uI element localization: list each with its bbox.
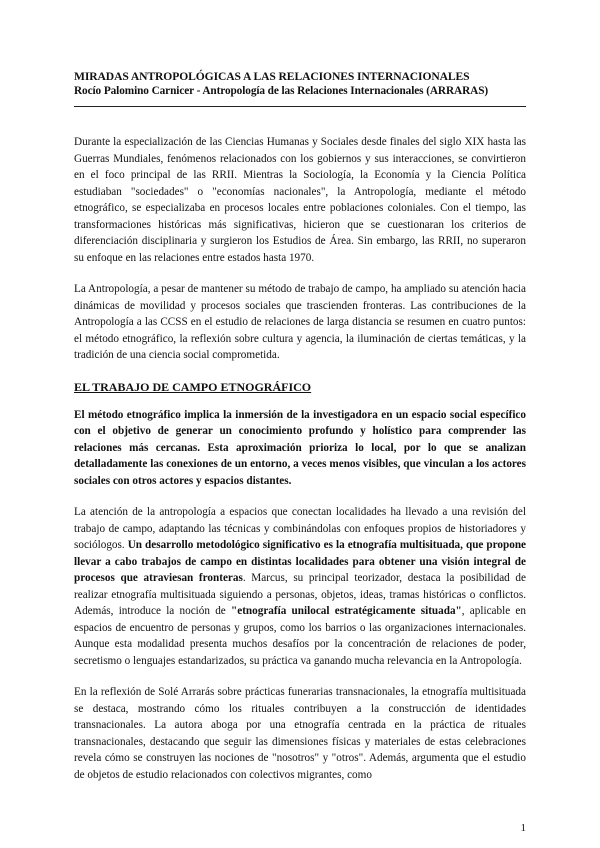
document-subtitle: Rocío Palomino Carnicer - Antropología de las Relaciones Internacionales (ARRARAS)	[74, 85, 489, 97]
header-divider	[74, 106, 526, 107]
paragraph-ethnographic-method-text: El método etnográfico implica la inmersión de la investigadora en un espacio social específico con el objetivo de generar un conocimiento profundo y holístico para comprender las relaciones más cercanas. Esta aproximación prioriza lo local, por lo que se analizan detalladamente las conexiones de un entorno, a veces menos visibles, que vinculan a los actores sociales con otros actores y espacios distantes.	[74, 408, 526, 487]
section-heading: EL TRABAJO DE CAMPO ETNOGRÁFICO	[74, 379, 312, 394]
document-title: MIRADAS ANTROPOLÓGICAS A LAS RELACIONES INTERNACIONALES	[74, 70, 470, 83]
paragraph-sole-arraras: En la reflexión de Solé Arrarás sobre prácticas funerarias transnacionales, la etnografía multisituada se destaca, mostrando cómo los rituales contribuyen a la construcción de identidades transnacionales. La autora aboga por una etnografía centrada en la práctica de rituales transnacionales, destacando que seguir las dimensiones físicas y materiales de estas celebraciones revela cómo se construyen las nociones de "nosotros" y "otros". Además, argumenta que el estudio de objetos de estudio relacionados con colectivos migrantes, como	[74, 686, 526, 781]
paragraph-ethnographic-method	[74, 407, 526, 490]
paragraph-anthropology: La Antropología, a pesar de mantener su método de trabajo de campo, ha ampliado su atención hacia dinámicas de movilidad y procesos sociales que trascienden fronteras. Las contribuciones de la Antropología a las CCSS en el estudio de relaciones de larga distancia se resumen en cuatro puntos: el método etnográfico, la reflexión sobre cultura y agencia, la iluminación de ciertas temáticas, y la tradición de una ciencia social comprometida.	[74, 283, 526, 361]
paragraph-multisited-part-e: , aplicable en espacios de encuentro de personas y grupos, como los barrios o las organizaciones internacionales. Aunque esta modalidad presenta muchos desafíos por la concentración de relaciones de poder, secretismo o lenguajes estandarizados, su práctica va ganando mucha relevancia en la Antropología.	[74, 605, 526, 667]
page-content	[74, 70, 526, 783]
page-number: 1	[520, 822, 526, 834]
paragraph-multisited	[74, 504, 526, 669]
paragraph-multisited-part-c: . Marcus, su principal teorizador, destaca la posibilidad de realizar etnografía multisituada siguiendo a personas, objetos, ideas, tramas históricas o conflictos. Además, introduce la noción de	[74, 572, 526, 617]
paragraph-intro: Durante la especialización de las Ciencias Humanas y Sociales desde finales del siglo XIX hasta las Guerras Mundiales, fenómenos relacionados con los gobiernos y sus interacciones, se convirtieron en el foco principal de las RRII. Mientras la Sociología, la Economía y la Ciencia Política estudiaban "sociedades" o "economías nacionales", la Antropología, mediante el método etnográfico, se especializaba en procesos locales entre poblaciones coloniales. Con el tiempo, las transformaciones históricas más significativas, hicieron que se cuestionaran los criterios de diferenciación disciplinaria y surgieron los Estudios de Área. Sin embargo, las RRII, no superaron su enfoque en las relaciones entre estados hasta 1970.	[74, 136, 526, 264]
paragraph-multisited-bold-d: "etnografía unilocal estratégicamente situada"	[231, 605, 462, 617]
paragraph-multisited-bold-b: Un desarrollo metodológico significativo es la etnografía multisituada, que propone llevar a cabo trabajos de campo en distintas localidades para obtener una visión integral de procesos que atraviesan fronteras	[74, 539, 527, 584]
paragraph-multisited-part-a: La atención de la antropología a espacios que conectan localidades ha llevado a una revisión del trabajo de campo, adaptando las técnicas y combinándolas con enfoques propios de historiadores y sociólogos.	[74, 506, 526, 551]
